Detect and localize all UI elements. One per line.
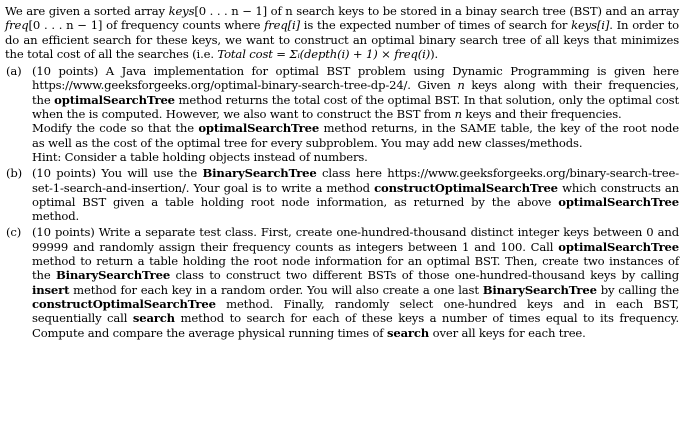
method-name: constructOptimalSearchTree [32,296,216,311]
part-b-text: class here https://www.geeksforgeeks.org/binary-search-tree-set-1-search-and-insertion/. Your goal is to write a method [32,166,679,195]
part-a-text: Modify the code so that the [32,121,199,136]
part-b-text: (10 points) You will use the [32,166,203,181]
part-c-text: by calling the [596,282,679,297]
intro-text: . In order to do an efficient search for these keys, we want to construct an optimal binary search tree of all keys that minimizes the total cost of all the searches (i.e. [5,18,679,61]
part-a-paragraph-1 [32,64,679,121]
method-name: optimalSearchTree [558,239,679,254]
freq-variable: freq [5,18,29,33]
part-c [5,225,679,339]
part-c-text: method. Finally, randomly select one-hundred keys and in each BST, sequentially call [32,296,679,326]
intro-text: [0 . . . n − 1] of n search keys to be stored in a binay search tree (BST) and an array [194,4,680,18]
part-b [5,166,679,223]
part-a-hint: Hint: Consider a table holding objects instead of numbers. [32,149,368,164]
part-a-label: (a) [6,64,22,79]
keys-variable: keys [168,4,195,18]
part-b-label: (b) [6,166,23,181]
intro-text: [0 . . . n − 1] of frequency counts where [28,18,265,33]
method-name: insert [32,282,70,297]
part-a-body [32,64,679,164]
part-a-text: (10 points) A Java implementation for optimal BST problem using Dynamic Programming is given here https://www.geeksforgeeks.org/optimal-binary-search-tree-dp-24/. Given [32,64,679,93]
part-c-text: method to search for each of these keys a number of times equal to its frequency. Compute and compare the average physical running times of [32,311,679,340]
part-b-text: method. [32,209,80,224]
total-cost-formula: Total cost = Σᵢ(depth(i) + 1) × freq(i) [217,46,431,61]
part-c-text: method for each key in a random order. You will also create a one last [69,282,483,297]
class-name: BinarySearchTree [55,268,171,283]
method-name: search [386,325,430,340]
intro-text: ). [430,46,438,61]
part-a-text: keys and their frequencies. [461,107,622,122]
freq-i-expression: freq[i] [264,18,300,33]
method-name: search [132,311,175,326]
problem-intro [5,4,679,61]
part-b-paragraph [32,166,679,223]
part-a-paragraph-2 [32,121,679,150]
part-b-body [32,166,679,223]
part-a [5,64,679,164]
n-variable: n [457,78,465,93]
method-name: optimalSearchTree [558,194,679,209]
method-name: optimalSearchTree [54,92,175,107]
method-name: optimalSearchTree [198,121,320,136]
intro-text: is the expected number of times of search for [299,18,572,33]
part-c-paragraph [32,225,679,339]
part-a-text: method returns the total cost of the optimal BST. In that solution, only the optimal cost when the is computed. However, we also want to construct the BST from [32,92,679,122]
part-c-text: over all keys for each tree. [429,325,586,340]
part-a-text: keys along with their frequencies, the [32,78,680,107]
intro-text: We are given a sorted array [5,4,169,18]
part-a-text: method returns, in the SAME table, the key of the root node as well as the cost of the optimal tree for every subproblem. You may add new classes/methods. [32,121,679,150]
class-name: BinarySearchTree [482,282,597,297]
part-c-label: (c) [6,225,22,240]
part-c-text: (10 points) Write a separate test class. First, create one-hundred-thousand distinct integer keys between 0 and 99999 and randomly assign their frequency counts as integers between 1 and 100. Call [32,225,679,254]
n-variable: n [454,107,462,122]
keys-i-expression: keys[i] [571,18,610,33]
method-name: constructOptimalSearchTree [374,180,558,195]
part-c-text: method to return a table holding the root node information for an optimal BST. Then, create two instances of the [32,254,679,283]
class-name: BinarySearchTree [202,166,317,181]
part-c-text: class to construct two different BSTs of those one-hundred-thousand keys by calling [170,268,679,283]
part-b-text: which constructs an optimal BST given a table holding root node information, as returned by the above [32,180,680,209]
part-c-body [32,225,679,339]
